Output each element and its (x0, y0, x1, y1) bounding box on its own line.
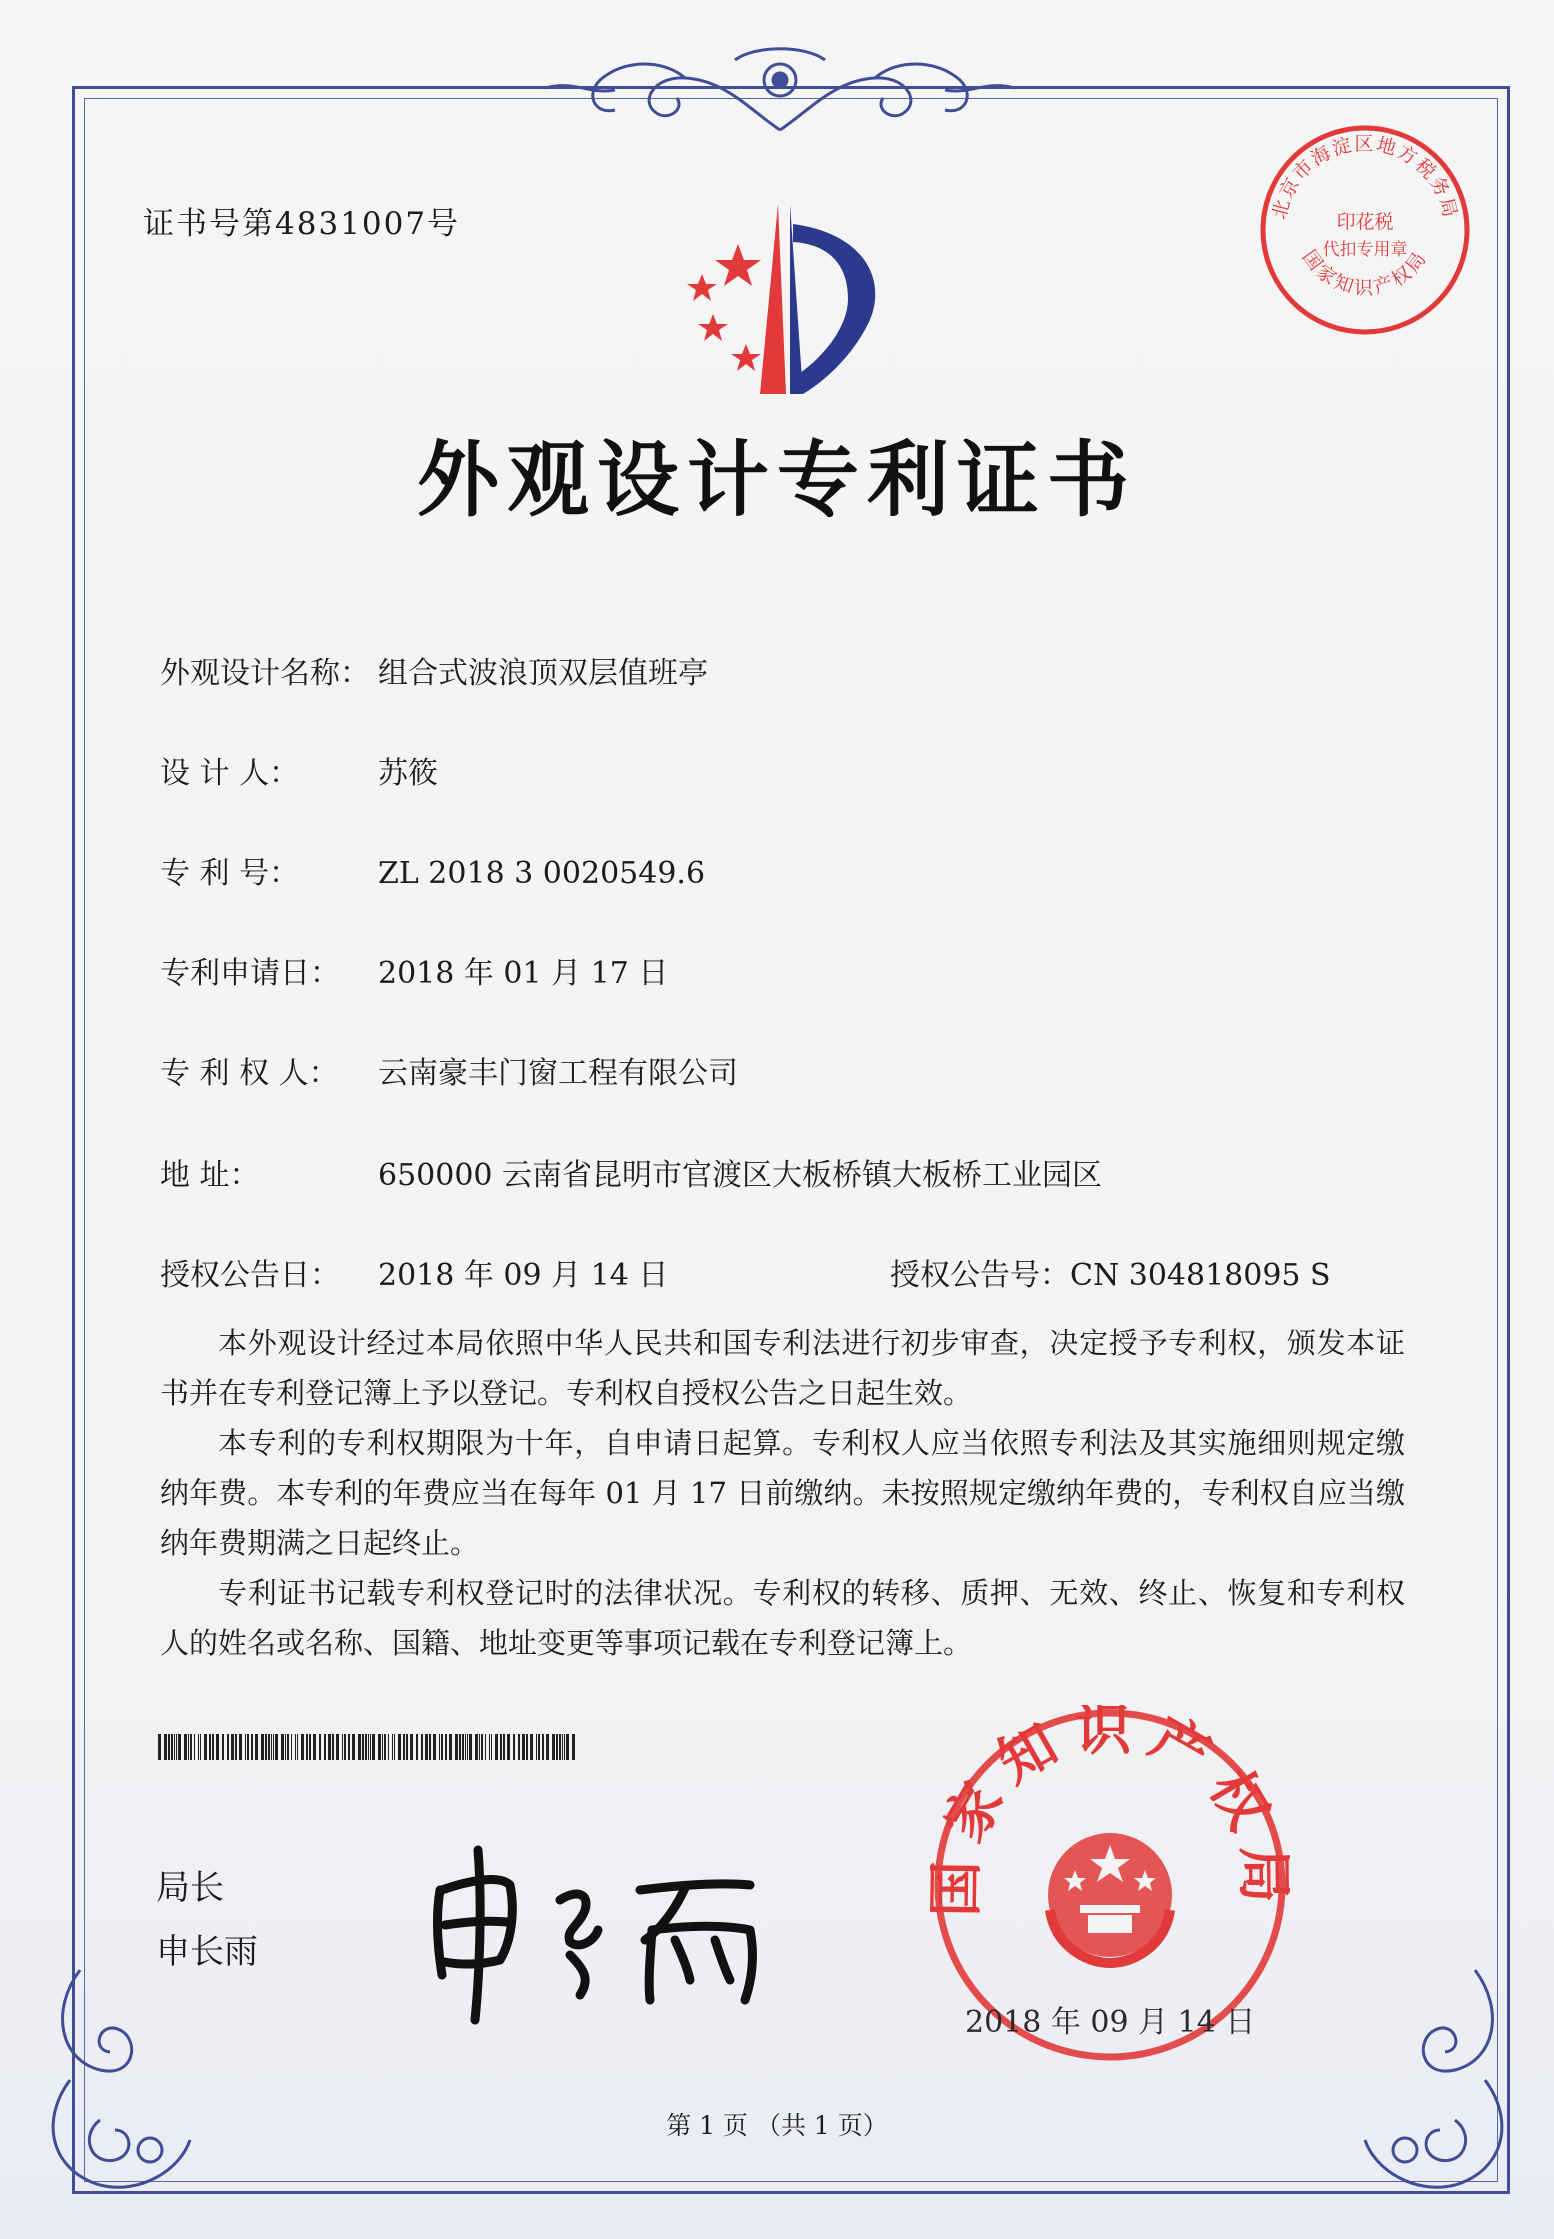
barcode-bar (184, 1734, 187, 1760)
field-label: 授权公告号： (890, 1258, 1070, 1293)
barcode-bar (188, 1734, 189, 1760)
barcode-bar (332, 1734, 334, 1760)
barcode-bar (255, 1734, 258, 1760)
tax-stamp-center-line1: 印花税 (1336, 211, 1394, 233)
barcode-bar (441, 1734, 443, 1760)
barcode-bar (372, 1734, 375, 1760)
barcode-bar (209, 1734, 211, 1760)
field-label: 设 计 人： (160, 756, 300, 791)
barcode-bar (439, 1734, 440, 1760)
barcode-bar (306, 1734, 308, 1760)
barcode-bar (500, 1734, 502, 1760)
field-patentee (160, 1048, 738, 1092)
barcode-bar (194, 1734, 195, 1760)
barcode-bar (445, 1734, 447, 1760)
barcode-bar (425, 1734, 428, 1760)
barcode-bar (271, 1734, 272, 1760)
barcode-bar (297, 1734, 298, 1760)
barcode-bar (467, 1734, 468, 1760)
barcode-bar (378, 1734, 381, 1760)
barcode-bar (273, 1734, 274, 1760)
barcode-bar (522, 1734, 525, 1760)
tax-stamp-bottom-text: 国家知识产权局 (1297, 246, 1433, 300)
barcode-bar (164, 1734, 167, 1760)
certificate-number: 证书号第4831007号 (143, 206, 461, 242)
bottom-right-ornament-icon (1345, 1960, 1515, 2220)
bottom-left-ornament-icon (40, 1960, 210, 2220)
director-name: 申长雨 (156, 1932, 258, 1972)
national-emblem-icon (1048, 1833, 1172, 1963)
body-paragraph: 专利证书记载专利权登记时的法律状况。专利权的转移、质押、无效、终止、恢复和专利权人的姓名或名称、国籍、地址变更等事项记载在专利登记簿上。 (160, 1576, 1405, 1660)
barcode-bar (469, 1734, 472, 1760)
field-label: 地 址： (160, 1158, 260, 1193)
barcode-bar (204, 1734, 207, 1760)
barcode-bar (556, 1734, 558, 1760)
barcode-bar (324, 1734, 326, 1760)
barcode-bar (313, 1734, 316, 1760)
barcode (158, 1734, 578, 1760)
barcode-bar (301, 1734, 304, 1760)
barcode-bar (281, 1734, 284, 1760)
barcode-bar (336, 1734, 339, 1760)
barcode-bar (394, 1734, 395, 1760)
cnipa-logo-icon (668, 204, 918, 408)
field-patent-number (160, 848, 705, 892)
barcode-bar (429, 1734, 431, 1760)
field-grant-date (160, 1250, 668, 1294)
field-value: 组合式波浪顶双层值班亭 (378, 656, 708, 691)
field-value: ZL 2018 3 0020549.6 (378, 856, 706, 891)
barcode-bar (518, 1734, 520, 1760)
barcode-bar (178, 1734, 181, 1760)
barcode-bar (358, 1734, 361, 1760)
barcode-bar (245, 1734, 246, 1760)
field-value: 苏筱 (378, 756, 438, 791)
barcode-bar (384, 1734, 386, 1760)
barcode-bar (403, 1734, 405, 1760)
barcode-bar (562, 1734, 563, 1760)
barcode-bar (212, 1734, 214, 1760)
field-value: 2018 年 01 月 17 日 (378, 956, 669, 991)
barcode-bar (190, 1734, 192, 1760)
barcode-bar (171, 1734, 173, 1760)
barcode-bar (365, 1734, 367, 1760)
barcode-bar (382, 1734, 383, 1760)
barcode-bar (572, 1734, 575, 1760)
field-application-date (160, 948, 668, 992)
seal-ring-text: 国家知识产权局 (930, 1705, 1290, 1918)
barcode-bar (362, 1734, 364, 1760)
barcode-bar (174, 1734, 175, 1760)
barcode-bar (530, 1734, 533, 1760)
barcode-bar (231, 1734, 234, 1760)
barcode-bar (538, 1734, 540, 1760)
field-publication-number (890, 1250, 1331, 1294)
tax-stamp (1255, 120, 1475, 344)
barcode-bar (352, 1734, 355, 1760)
barcode-bar (475, 1734, 478, 1760)
barcode-bar (421, 1734, 423, 1760)
barcode-bar (247, 1734, 249, 1760)
field-value: CN 304818095 S (1070, 1258, 1331, 1293)
barcode-bar (251, 1734, 253, 1760)
field-label: 专 利 权 人： (160, 1056, 339, 1091)
tax-stamp-ring-text: 北京市海淀区地方税务局 (1268, 133, 1462, 222)
field-address (160, 1150, 1102, 1194)
barcode-bar (495, 1734, 498, 1760)
barcode-bar (406, 1734, 408, 1760)
barcode-bar (275, 1734, 278, 1760)
barcode-bar (542, 1734, 544, 1760)
barcode-bar (287, 1734, 289, 1760)
barcode-bar (261, 1734, 264, 1760)
barcode-bar (158, 1734, 161, 1760)
field-value: 云南豪丰门窗工程有限公司 (378, 1056, 738, 1091)
barcode-bar (368, 1734, 369, 1760)
barcode-bar (513, 1734, 515, 1760)
barcode-bar (291, 1734, 292, 1760)
barcode-bar (344, 1734, 346, 1760)
barcode-bar (176, 1734, 177, 1760)
barcode-bar (216, 1734, 219, 1760)
barcode-bar (507, 1734, 510, 1760)
barcode-bar (268, 1734, 270, 1760)
barcode-bar (398, 1734, 401, 1760)
barcode-bar (465, 1734, 466, 1760)
field-label: 授权公告日： (160, 1258, 340, 1293)
barcode-bar (416, 1734, 418, 1760)
barcode-bar (559, 1734, 561, 1760)
certificate-title: 外观设计专利证书 (416, 433, 1137, 528)
barcode-bar (309, 1734, 311, 1760)
barcode-bar (485, 1734, 486, 1760)
barcode-bar (566, 1734, 569, 1760)
top-ornament-icon (545, 40, 1015, 140)
body-paragraph: 本外观设计经过本局依照中华人民共和国专利法进行初步审查，决定授予专利权，颁发本证书并在专利登记簿上予以登记。专利权自授权公告之日起生效。 (160, 1326, 1405, 1410)
director-title: 局长 (156, 1868, 224, 1908)
body-paragraph: 本专利的专利权期限为十年，自申请日起算。专利权人应当依照专利法及其实施细则规定缴纳年费。本专利的年费应当在每年 01 月 17 日前缴纳。未按照规定缴纳年费的，专利权自应当缴纳年费期满之日起终止。 (160, 1426, 1405, 1560)
barcode-bar (449, 1734, 452, 1760)
barcode-bar (285, 1734, 286, 1760)
barcode-bar (348, 1734, 350, 1760)
barcode-bar (410, 1734, 413, 1760)
svg-text:北京市海淀区地方税务局 (1268, 133, 1461, 221)
tax-stamp-center-line2: 代扣专用章 (1322, 240, 1408, 260)
field-designer (160, 748, 438, 792)
barcode-bar (462, 1734, 464, 1760)
director-signature-icon (420, 1830, 800, 2034)
barcode-bar (491, 1734, 492, 1760)
page-number: 第 1 页 （共 1 页） (666, 2111, 888, 2140)
barcode-bar (564, 1734, 565, 1760)
barcode-bar (392, 1734, 393, 1760)
barcode-bar (227, 1734, 229, 1760)
field-label: 专利申请日： (160, 956, 340, 991)
barcode-bar (455, 1734, 458, 1760)
field-design-name (160, 648, 708, 692)
seal-date: 2018 年 09 月 14 日 (965, 2005, 1256, 2040)
barcode-bar (459, 1734, 461, 1760)
field-label: 外观设计名称： (160, 656, 370, 691)
barcode-bar (479, 1734, 480, 1760)
certificate-body (160, 1318, 1405, 1668)
barcode-bar (503, 1734, 505, 1760)
barcode-bar (388, 1734, 389, 1760)
barcode-bar (552, 1734, 555, 1760)
field-value: 650000 云南省昆明市官渡区大板桥镇大板桥工业园区 (378, 1158, 1103, 1193)
barcode-bar (265, 1734, 267, 1760)
barcode-bar (235, 1734, 237, 1760)
barcode-bar (168, 1734, 170, 1760)
barcode-bar (536, 1734, 537, 1760)
barcode-bar (319, 1734, 321, 1760)
barcode-bar (526, 1734, 528, 1760)
barcode-bar (239, 1734, 242, 1760)
barcode-bar (198, 1734, 199, 1760)
barcode-bar (433, 1734, 436, 1760)
barcode-bar (200, 1734, 201, 1760)
barcode-bar (546, 1734, 549, 1760)
field-value: 2018 年 09 月 14 日 (378, 1258, 669, 1293)
barcode-bar (222, 1734, 224, 1760)
barcode-bar (481, 1734, 483, 1760)
barcode-bar (489, 1734, 490, 1760)
barcode-bar (295, 1734, 296, 1760)
barcode-bar (370, 1734, 371, 1760)
barcode-bar (328, 1734, 331, 1760)
field-label: 专 利 号： (160, 856, 300, 891)
barcode-bar (342, 1734, 343, 1760)
